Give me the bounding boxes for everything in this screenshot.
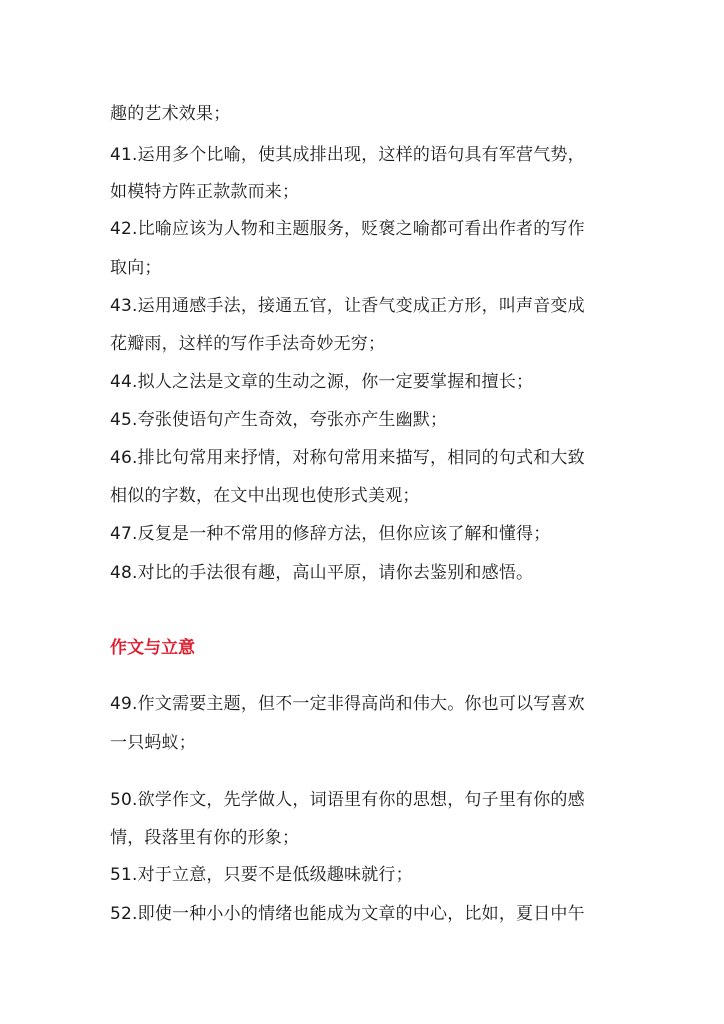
text-line: 相似的字数，在文中出现也使形式美观；: [110, 486, 420, 506]
text-line: 情，段落里有你的形象；: [110, 828, 300, 848]
text-line: 趣的艺术效果；: [110, 104, 231, 124]
text-line: 一只蚂蚁；: [110, 733, 196, 753]
text-line: 50.欲学作文，先学做人，词语里有你的思想，句子里有你的感: [110, 790, 585, 810]
text-line: 42.比喻应该为人物和主题服务，贬褒之喻都可看出作者的写作: [110, 219, 585, 239]
text-line: 47.反复是一种不常用的修辞方法，但你应该了解和懂得；: [110, 524, 551, 544]
text-line: 花瓣雨，这样的写作手法奇妙无穷；: [110, 334, 386, 354]
text-line: 52.即使一种小小的情绪也能成为文章的中心，比如，夏日中午: [110, 904, 585, 924]
text-line: 如模特方阵正款款而来；: [110, 182, 300, 202]
text-line: 45.夸张使语句产生奇效，夸张亦产生幽默；: [110, 410, 448, 430]
text-line: 46.排比句常用来抒情，对称句常用来描写，相同的句式和大致: [110, 448, 585, 468]
text-line: 48.对比的手法很有趣，高山平原，请你去鉴别和感悟。: [110, 563, 534, 583]
text-line: 41.运用多个比喻，使其成排出现，这样的语句具有军营气势，: [110, 145, 585, 165]
text-line: 51.对于立意，只要不是低级趣味就行；: [110, 865, 413, 885]
section-heading: 作文与立意: [110, 638, 195, 658]
text-line: 43.运用通感手法，接通五官，让香气变成正方形，叫声音变成: [110, 296, 585, 316]
text-line: 取向；: [110, 258, 162, 278]
text-line: 49.作文需要主题，但不一定非得高尚和伟大。你也可以写喜欢: [110, 694, 585, 714]
text-line: 44.拟人之法是文章的生动之源，你一定要掌握和擅长；: [110, 372, 534, 392]
